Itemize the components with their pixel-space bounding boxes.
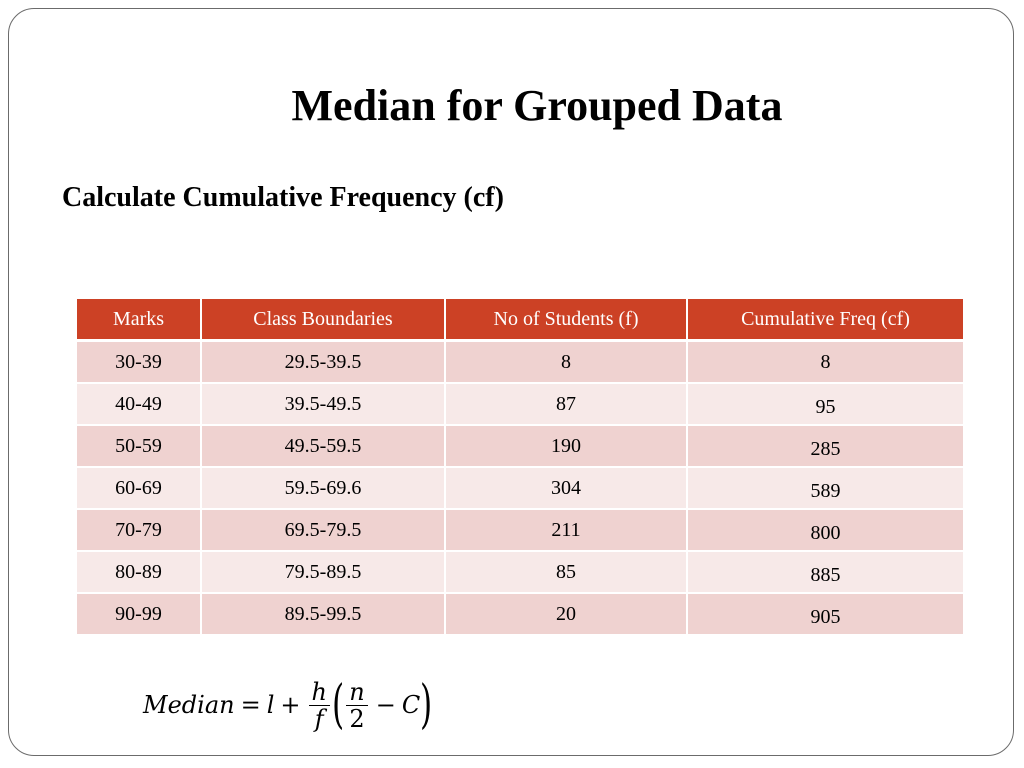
cell-marks: 90-99: [77, 593, 201, 635]
table-row: [77, 509, 963, 551]
fraction-n-over-2: [346, 679, 367, 732]
cell-no-of-students: 85: [445, 551, 687, 593]
cell-class-boundaries: 59.5-69.6: [201, 467, 445, 509]
cell-class-boundaries: 39.5-49.5: [201, 383, 445, 425]
table-row: [77, 467, 963, 509]
formula-minus: −: [375, 691, 396, 719]
cell-class-boundaries: 89.5-99.5: [201, 593, 445, 635]
slide-title: Median for Grouped Data: [291, 81, 783, 130]
cell-no-of-students: 20: [445, 593, 687, 635]
fraction-denominator-f: f: [314, 704, 324, 733]
cell-no-of-students: 190: [445, 425, 687, 467]
median-formula: [143, 670, 433, 740]
cell-class-boundaries: 49.5-59.5: [201, 425, 445, 467]
header-cumulative-freq: Cumulative Freq (cf): [687, 299, 963, 341]
formula-open-paren: (: [332, 675, 345, 735]
header-class-boundaries: Class Boundaries: [201, 299, 445, 341]
header-no-of-students: No of Students (f): [445, 299, 687, 341]
cell-class-boundaries: 69.5-79.5: [201, 509, 445, 551]
table-row: [77, 341, 963, 384]
cell-no-of-students: 211: [445, 509, 687, 551]
table-header-row: [77, 299, 963, 341]
cumulative-frequency-table: [77, 299, 963, 636]
formula-plus: +: [280, 691, 301, 719]
cell-class-boundaries: 79.5-89.5: [201, 551, 445, 593]
cell-class-boundaries: 29.5-39.5: [201, 341, 445, 384]
cell-cumulative-freq: 95: [687, 383, 963, 425]
cell-cumulative-freq: 885: [687, 551, 963, 593]
formula-C: C: [401, 691, 421, 719]
cell-cumulative-freq: 800: [687, 509, 963, 551]
formula-lhs: Median: [143, 691, 235, 719]
cell-no-of-students: 304: [445, 467, 687, 509]
fraction-denominator-2: 2: [349, 704, 365, 733]
header-marks: Marks: [77, 299, 201, 341]
cell-cumulative-freq: 285: [687, 425, 963, 467]
cell-marks: 30-39: [77, 341, 201, 384]
cell-cumulative-freq: 589: [687, 467, 963, 509]
fraction-numerator-n: n: [346, 679, 367, 706]
cell-marks: 40-49: [77, 383, 201, 425]
cell-marks: 50-59: [77, 425, 201, 467]
cell-marks: 60-69: [77, 467, 201, 509]
fraction-h-over-f: [309, 679, 330, 732]
cell-no-of-students: 87: [445, 383, 687, 425]
slide-subtitle: Calculate Cumulative Frequency (cf): [62, 182, 504, 213]
cell-cumulative-freq: 905: [687, 593, 963, 635]
table-row: [77, 425, 963, 467]
cell-marks: 70-79: [77, 509, 201, 551]
table-row: [77, 551, 963, 593]
formula-equals: =: [240, 691, 261, 719]
formula-l: l: [266, 691, 275, 719]
cell-cumulative-freq: 8: [687, 341, 963, 384]
fraction-numerator-h: h: [309, 679, 330, 706]
cell-no-of-students: 8: [445, 341, 687, 384]
cell-marks: 80-89: [77, 551, 201, 593]
table-row: [77, 593, 963, 635]
formula-close-paren: ): [420, 675, 433, 735]
table-row: [77, 383, 963, 425]
